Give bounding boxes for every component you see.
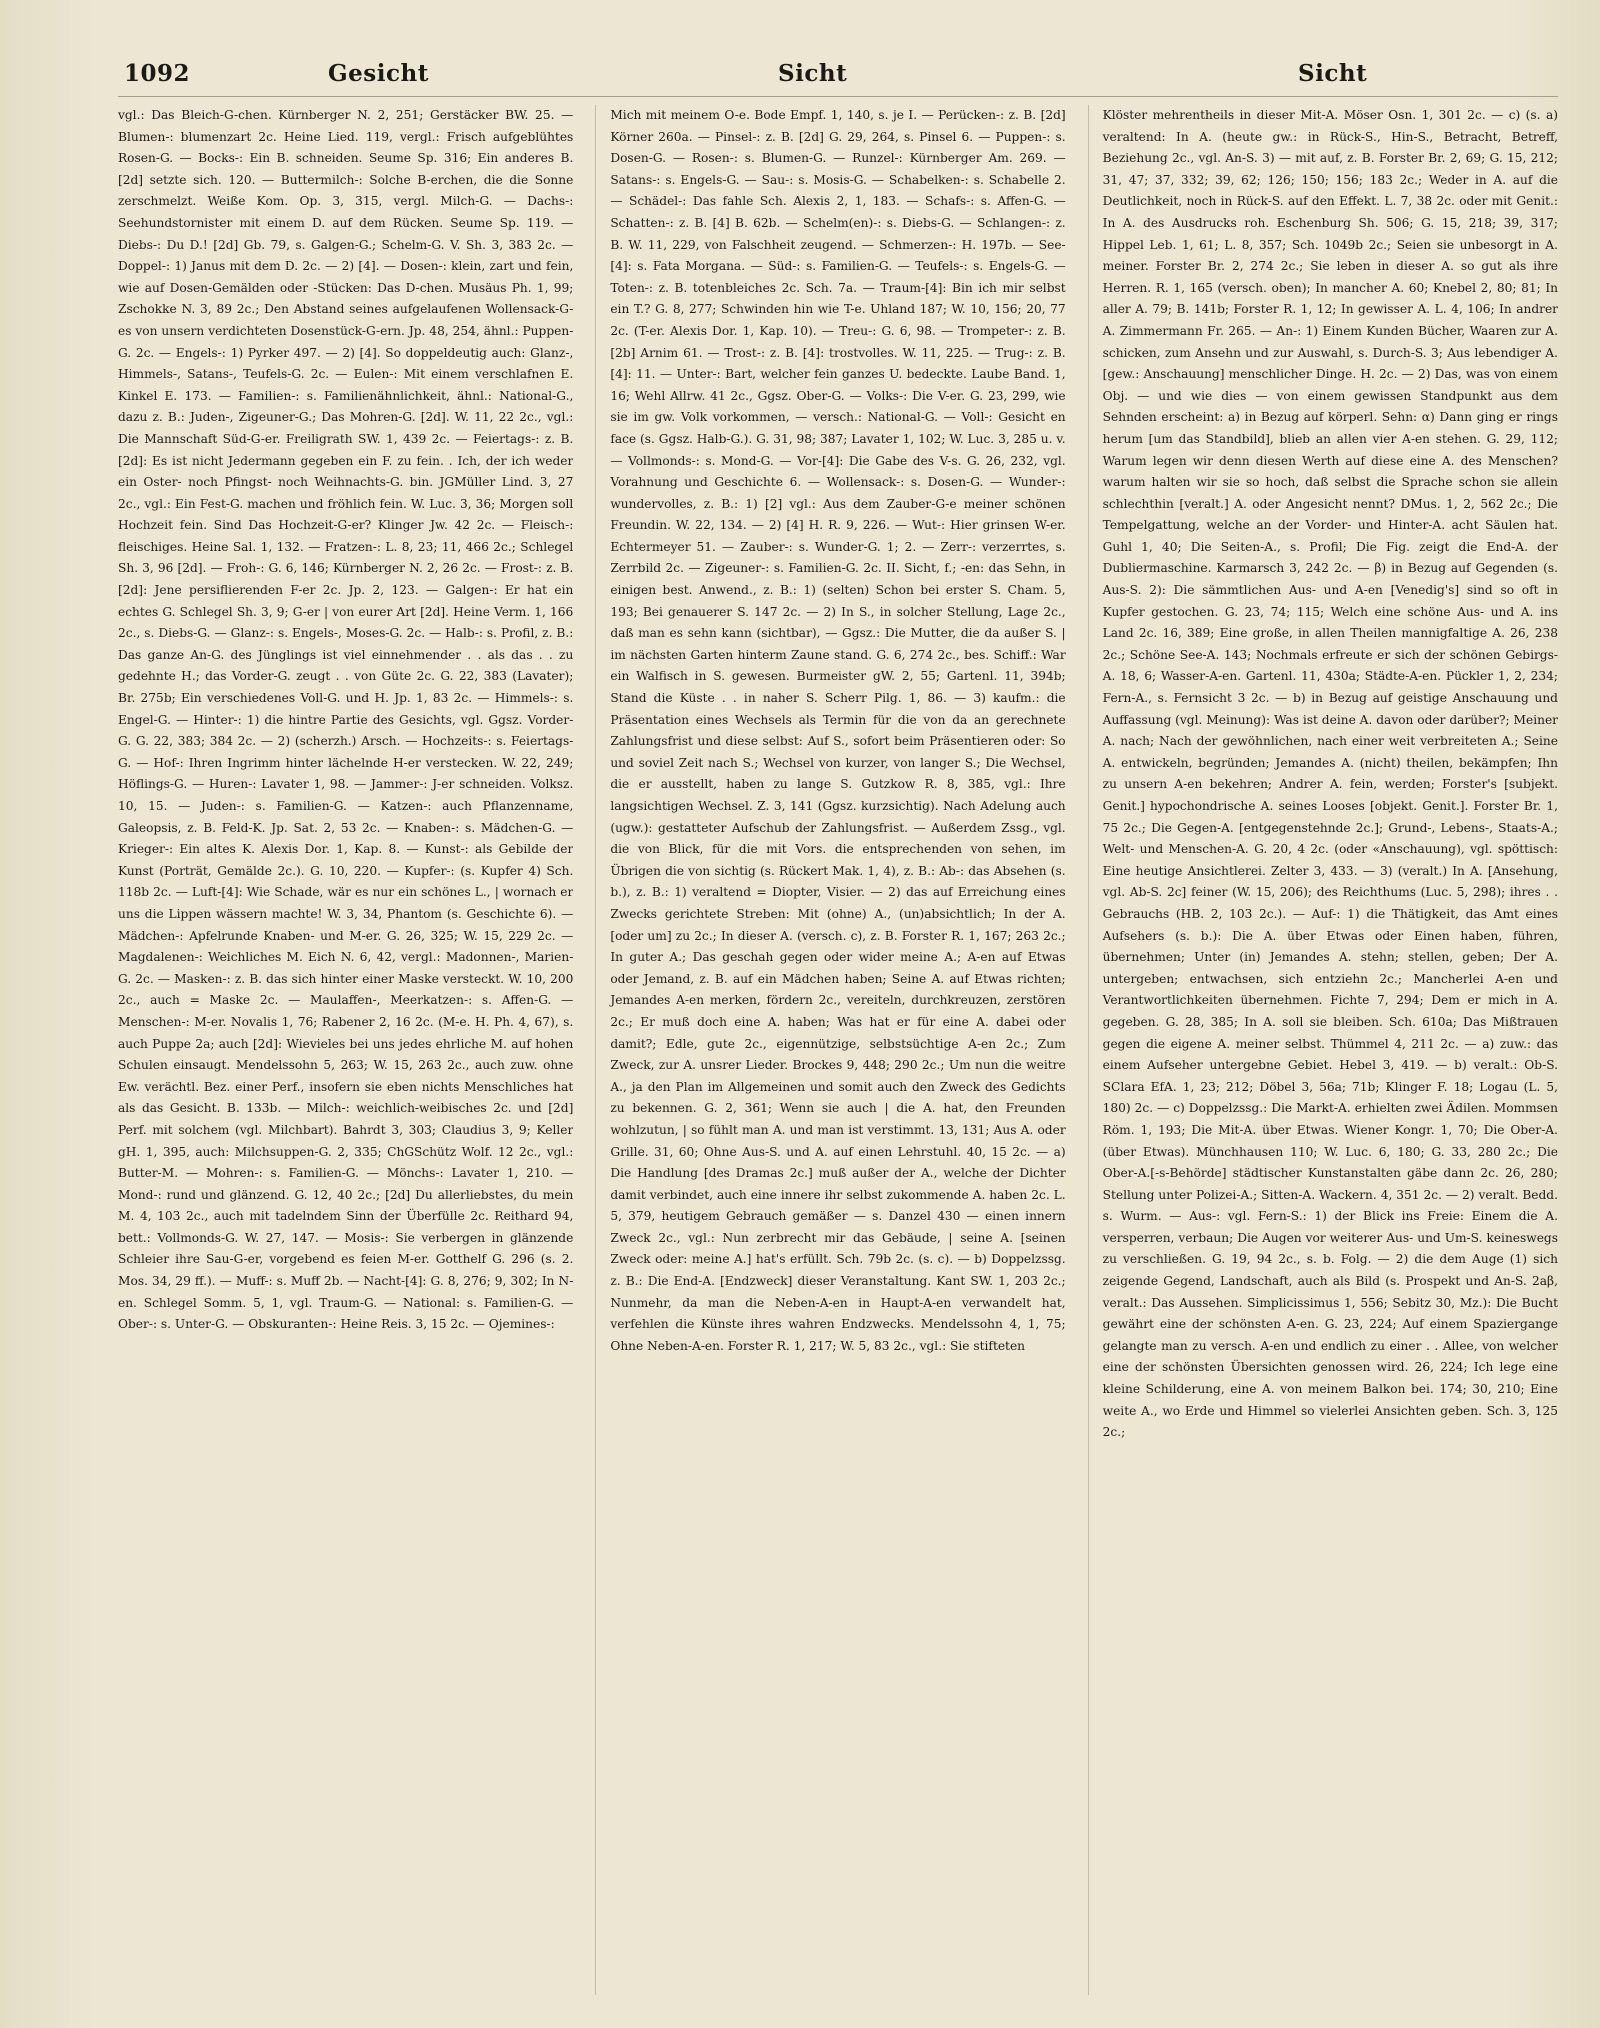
column-middle-text: Mich mit meinem O-e. Bode Empf. 1, 140, s. je I. — Perücken-: z. B. [2d] Körner 260a. — Pinsel-: z. B. [2d] G. 29, 264, s. Pinsel 6. — Puppen-: s. Dosen-G. — Rosen-: s. Blumen-G. — Runzel-: Kürnberger Am. 269. — Satans-: s. Engels-G. — Sau-: s. Mosis-G. — Schabelken-: s. Schabelle 2. — Schädel-: Das fahle Sch. Alexis 2, 1, 183. — Schafs-: s. Affen-G. — Schatten-: z. B. [4] B. 62b. — Schelm(en)-: s. Diebs-G. — Schlangen-: z. B. W. 11, 229, von Falschheit zeugend. — Schmerzen-: H. 197b. — See-[4]: s. Fata Morgana. — Süd-: s. Familien-G. — Teufels-: s. Engels-G. — Toten-: z. B. totenbleiches 2c. Sch. 7a. — Traum-[4]: Bin ich mir selbst ein T.? G. 8, 277; Schwinden hin wie T-e. Uhland 187; W. 10, 156; 20, 77 2c. (T-er. Alexis Dor. 1, Kap. 10). — Treu-: G. 6, 98. — Trompeter-: z. B. [2b] Arnim 61. — Trost-: z. B. [4]: trostvolles. W. 11, 225. — Trug-: z. B. [4]: 11. — Unter-: Bart, welcher fein ganzes U. bedeckte. Laube Band. 1, 16; Wehl Allrw. 41 2c., Ggsz. Ober-G. — Volks-: Die V-er. G. 23, 299, wie sie im gw. Volk vorkommen, — versch.: National-G. — Voll-: Gesicht en face (s. Ggsz. Halb-G.). G. 31, 98; 387; Lavater 1, 102; W. Luc. 3, 285 u. v. — Vollmonds-: s. Mond-G. — Vor-[4]: Die Gabe des V-s. G. 26, 232, vgl. Vorahnung und Geschichte 6. — Wollensack-: s. Dosen-G. — Wunder-: wundervolles, z. B.: 1) [2] vgl.: Aus dem Zauber-G-e meiner schönen Freundin. W. 22, 134. — 2) [4] H. R. 9, 226. — Wut-: Hier grinsen W-er. Echtermeyer 51. — Zauber-: s. Wunder-G. 1; 2. — Zerr-: verzerrtes, s. Zerrbild 2c. — Zigeuner-: s. Familien-G. 2c. II. Sicht, f.; -en: das Sehn, in einigen best. Anwend., z. B.: 1) (selten) Schon bei erster S. Cham. 5, 193; Bei genauerer S. 147 2c. — 2) In S., in solcher Stellung, Lage 2c., daß man es sehn kann (sichtbar), — Ggsz.: Die Mutter, die da außer S. | im nächsten Garten hinterm Zaune stand. G. 6, 274 2c., bes. Schiff.: War ein Walfisch in S. gewesen. Burmeister gW. 2, 55; Gartenl. 11, 394b; Stand die Küste . . in naher S. Scherr Pilg. 1, 86. — 3) kaufm.: die Präsentation eines Wechsels als Termin für die von da an gerechnete Zahlungsfrist und diese selbst: Auf S., sofort beim Präsentieren oder: So und soviel Zeit nach S.; Wechsel von kurzer, von langer S.; Die Wechsel, die er ausstellt, haben zu lange S. Gutzkow R. 8, 385, vgl.: Ihre langsichtigen Wechsel. Z. 3, 141 (Ggsz. kurzsichtig). Nach Adelung auch (ugw.): gestatteter Aufschub der Zahlungsfrist. — Außerdem Zssg., vgl. die von Blick, für die mit Vors. die entsprechenden von sehen, im Übrigen die von sichtig (s. Rückert Mak. 1, 4), z. B.: Ab-: das Absehen (s. b.), z. B.: 1) veraltend = Diopter, Visier. — 2) das auf Erreichung eines Zwecks gerichtete Streben: Mit (ohne) A., (un)absichtlich; In der A. [oder um] zu 2c.; In dieser A. (versch. c), z. B. Forster R. 1, 167; 263 2c.; In guter A.; Das geschah gegen oder wider meine A.; A-en auf Etwas oder Jemand, z. B. auf ein Mädchen haben; Seine A. auf Etwas richten; Jemandes A-en merken, fördern 2c., vereiteln, durchkreuzen, zerstören 2c.; Er muß doch eine A. haben; Was hat er für eine A. dabei oder damit?; Edle, gute 2c., eigennützige, selbstsüchtige A-en 2c.; Zum Zweck, zur A. unsrer Lieder. Brockes 9, 448; 290 2c.; Um nun die weitre A., ja den Plan im Allgemeinen und somit auch den Zweck des Gedichts zu bekennen. G. 2, 361; Wenn sie auch | die A. hat, den Freunden wohlzutun, | so fühlt man A. und man ist verstimmt. 13, 131; Aus A. oder Grille. 31, 60; Ohne Aus-S. und A. auf einen Lehrstuhl. 40, 15 2c. — a) Die Handlung [des Dramas 2c.] muß außer der A., welche der Dichter damit verbindet, auch eine innere ihr selbst zukommende A. haben 2c. L. 5, 379, heutigem Gebrauch gemäßer — s. Danzel 430 — einen innern Zweck 2c., vgl.: Nun zerbrecht mir das Gebäude, | seine A. [seinen Zweck oder: meine A.] hat's erfüllt. Sch. 79b 2c. (s. c). — b) Doppelzssg. z. B.: Die End-A. [Endzweck] dieser Veranstaltung. Kant SW. 1, 203 2c.; Nunmehr, da man die Neben-A-en in Haupt-A-en verwandelt hat, verfehlen die Künste ihres wahren Endzwecks. Mendelssohn 4, 1, 75; Ohne Neben-A-en. Forster R. 1, 217; W. 5, 83 2c., vgl.: Sie stifteten (610, 108, 1066, 1353)
running-head-right: Sicht (1298, 60, 1368, 87)
page-number: 1092 (124, 60, 191, 87)
running-head-center: Sicht (778, 60, 848, 87)
column-right (1088, 105, 1558, 1995)
column-left-text: vgl.: Das Bleich-G-chen. Kürnberger N. 2, 251; Gerstäcker BW. 25. — Blumen-: blumenzart 2c. Heine Lied. 119, vergl.: Frisch aufgeblühtes Rosen-G. — Bocks-: Ein B. schneiden. Seume Sp. 316; Ein anderes B. [2d] setzte sich. 120. — Buttermilch-: Solche B-erchen, die die Sonne zerschmelzt. Weiße Kom. Op. 3, 315, vergl. Milch-G. — Dachs-: Seehundstornister mit einem D. auf dem Rücken. Seume Sp. 119. — Diebs-: Du D.! [2d] Gb. 79, s. Galgen-G.; Schelm-G. V. Sh. 3, 383 2c. — Doppel-: 1) Janus mit dem D. 2c. — 2) [4]. — Dosen-: klein, zart und fein, wie auf Dosen-Gemälden oder -Stücken: Das D-chen. Musäus Ph. 1, 99; Zschokke N. 3, 89 2c.; Den Abstand seines aufgelaufenen Wollensack-G-es von unsern verdichteten Dosenstück-G-ern. Jp. 48, 254, ähnl.: Puppen-G. 2c. — Engels-: 1) Pyrker 497. — 2) [4]. So doppeldeutig auch: Glanz-, Himmels-, Satans-, Teufels-G. 2c. — Eulen-: Mit einem verschlafnen E. Kinkel E. 173. — Familien-: s. Familienähnlichkeit, ähnl.: National-G., dazu z. B.: Juden-, Zigeuner-G.; Das Mohren-G. [2d]. W. 11, 22 2c., vgl.: Die Mannschaft Süd-G-er. Freiligrath SW. 1, 439 2c. — Feiertags-: z. B. [2d]: Es ist nicht Jedermann gegeben ein F. zu fein. . Ich, der ich weder ein Oster- noch Pfingst- noch Weihnachts-G. bin. JGMüller Lind. 3, 27 2c., vgl.: Ein Fest-G. machen und fröhlich fein. W. Luc. 3, 36; Morgen soll Hochzeit fein. Sind Das Hochzeit-G-er? Klinger Jw. 42 2c. — Fleisch-: fleischiges. Heine Sal. 1, 132. — Fratzen-: L. 8, 23; 11, 466 2c.; Schlegel Sh. 3, 96 [2d]. — Froh-: G. 6, 146; Kürnberger N. 2, 26 2c. — Frost-: z. B. [2d]: Jene persiflierenden F-er 2c. Jp. 2, 123. — Galgen-: Er hat ein echtes G. Schlegel Sh. 3, 9; G-er | von eurer Art [2d]. Heine Verm. 1, 166 2c., s. Diebs-G. — Glanz-: s. Engels-, Moses-G. 2c. — Halb-: s. Profil, z. B.: Das ganze An-G. des Jünglings ist viel einnehmender . . als das . . zu gedehnte H.; das Vorder-G. zeugt . . von Güte 2c. G. 22, 383 (Lavater); Br. 275b; Ein verschiedenes Voll-G. und H. Jp. 1, 83 2c. — Himmels-: s. Engel-G. — Hinter-: 1) die hintre Partie des Gesichts, vgl. Ggsz. Vorder-G. G. 22, 383; 384 2c. — 2) (scherzh.) Arsch. — Hochzeits-: s. Feiertags-G. — Hof-: Ihren Ingrimm hinter lächelnde H-er verstecken. W. 22, 249; Höflings-G. — Huren-: Lavater 1, 98. — Jammer-: J-er schneiden. Volksz. 10, 15. — Juden-: s. Familien-G. — Katzen-: auch Pflanzenname, Galeopsis, z. B. Feld-K. Jp. Sat. 2, 53 2c. — Knaben-: s. Mädchen-G. — Krieger-: Ein altes K. Alexis Dor. 1, Kap. 8. — Kunst-: als Gebilde der Kunst (Porträt, Gemälde 2c.). G. 10, 220. — Kupfer-: (s. Kupfer 4) Sch. 118b 2c. — Luft-[4]: Wie Schade, wär es nur ein schönes L., | wornach er uns die Lippen wässern machte! W. 3, 34, Phantom (s. Geschichte 6). — Mädchen-: Apfelrunde Knaben- und M-er. G. 26, 325; W. 15, 229 2c. — Magdalenen-: Weichliches M. Eich N. 6, 42, vergl.: Madonnen-, Marien-G. 2c. — Masken-: z. B. das sich hinter einer Maske versteckt. W. 10, 200 2c., auch = Maske 2c. — Maulaffen-, Meerkatzen-: s. Affen-G. — Menschen-: M-er. Novalis 1, 76; Rabener 2, 16 2c. (M-e. H. Ph. 4, 67), s. auch Puppe 2a; auch [2d]: Wievieles bei uns jedes ehrliche M. auf hohen Schulen einsaugt. Mendelssohn 5, 263; W. 15, 263 2c., auch zuw. ohne Ew. verächtl. Bez. einer Perf., insofern sie eben nichts Menschliches hat als das Gesicht. B. 133b. — Milch-: weichlich-weibisches 2c. und [2d] Perf. mit solchem (vgl. Milchbart). Bahrdt 3, 303; Claudius 3, 9; Keller gH. 1, 395, auch: Milchsuppen-G. 2, 335; ChGSchütz Wolf. 12 2c., vgl.: Butter-M. — Mohren-: s. Familien-G. — Mönchs-: Lavater 1, 210. — Mond-: rund und glänzend. G. 12, 40 2c.; [2d] Du allerliebstes, du mein M. 4, 103 2c., auch mit tadelndem Sinn der Überfülle 2c. Reithard 94, bett.: Vollmonds-G. W. 27, 147. — Mosis-: Sie verbergen in glänzende Schleier ihre Sau-G-er, vorgebend es feien M-er. Gotthelf G. 296 (s. 2. Mos. 34, 29 ff.). — Muff-: s. Muff 2b. — Nacht-[4]: G. 8, 276; 9, 302; In N-en. Schlegel Somm. 5, 1, vgl. Traum-G. — National: s. Familien-G. — Ober-: s. Unter-G. — Obskuranten-: Heine Reis. 3, 15 2c. — Ojemines-: (118, 108, 574, 1332)
text-columns (118, 105, 1558, 1995)
running-head-left: Gesicht (328, 60, 429, 87)
column-left (118, 105, 573, 1995)
column-right-text: Klöster mehrentheils in dieser Mit-A. Möser Osn. 1, 301 2c. — c) (s. a) veraltend: In A. (heute gw.: in Rück-S., Hin-S., Betracht, Betreff, Beziehung 2c., vgl. An-S. 3) — mit auf, z. B. Forster Br. 2, 69; G. 15, 212; 31, 47; 37, 332; 39, 62; 126; 150; 156; 183 2c.; Weder in A. auf die Deutlichkeit, noch in Rück-S. auf den Effekt. L. 7, 38 2c. oder mit Genit.: In A. des Ausdrucks roh. Eschenburg Sh. 506; G. 15, 218; 39, 317; Hippel Leb. 1, 61; L. 8, 357; Sch. 1049b 2c.; Seien sie unbesorgt in A. meiner. Forster Br. 2, 274 2c.; Sie leben in dieser A. so gut als ihre Herren. R. 1, 165 (versch. oben); In mancher A. 60; Knebel 2, 80; 81; In aller A. 79; B. 141b; Forster R. 1, 12; In gewisser A. L. 4, 106; In andrer A. Zimmermann Fr. 265. — An-: 1) Einem Kunden Bücher, Waaren zur A. schicken, zum Ansehn und zur Auswahl, s. Durch-S. 3; Aus lebendiger A. [gew.: Anschauung] menschlicher Dinge. H. 2c. — 2) Das, was von einem Obj. — und wie dies — von einem gewissen Standpunkt aus dem Sehnden erscheint: a) in Bezug auf körperl. Sehn: α) Dann ging er rings herum [um das Standbild], blieb an allen vier A-en stehen. G. 29, 112; Warum legen wir denn diesen Werth auf diese eine A. des Menschen? warum halten wir sie so hoch, daß selbst die Sprache schon sie allein schlechthin [veralt.] A. oder Angesicht nennt? DMus. 1, 2, 562 2c.; Die Tempelgattung, welche an der Vorder- und Hinter-A. acht Säulen hat. Guhl 1, 40; Die Seiten-A., s. Profil; Die Fig. zeigt die End-A. der Dubliermaschine. Karmarsch 3, 242 2c. — β) in Bezug auf Gegenden (s. Aus-S. 2): Die sämmtlichen Aus- und A-en [Venedig's] sind so oft in Kupfer gestochen. G. 23, 74; 115; Welch eine schöne Aus- und A. ins Land 2c. 16, 389; Eine große, in allen Theilen mannigfaltige A. 26, 238 2c.; Schöne See-A. 143; Nochmals erfreute er sich der schönen Gebirgs-A. 18, 6; Wasser-A-en. Gartenl. 11, 430a; Städte-A-en. Pückler 1, 2, 234; Fern-A., s. Fernsicht 3 2c. — b) in Bezug auf geistige Anschauung und Auffassung (vgl. Meinung): Was ist deine A. davon oder darüber?; Meiner A. nach; Nach der gewöhnlichen, nach einer weit verbreiteten A.; Seine A. entwickeln, begründen; Jemandes A. (nicht) theilen, bekämpfen; Ihn zu unsern A-en bekehren; Andrer A. fein, werden; Forster's [subjekt. Genit.] hypochondrische A. seines Looses [objekt. Genit.]. Forster Br. 1, 75 2c.; Die Gegen-A. [entgegenstehnde 2c.]; Grund-, Lebens-, Staats-A.; Welt- und Menschen-A. G. 20, 4 2c. (oder «Anschauung), vgl. spöttisch: Eine heutige Ansichtlerei. Zelter 3, 433. — 3) (veralt.) In A. [Ansehung, vgl. Ab-S. 2c] feiner (W. 15, 206); des Reichthums (Luc. 5, 298); ihres . . Gebrauchs (HB. 2, 103 2c.). — Auf-: 1) die Thätigkeit, das Amt eines Aufsehers (s. b.): Die A. über Etwas oder Einen haben, führen, übernehmen; Unter (in) Jemandes A. stehn; stellen, geben; Der A. untergeben; entwachsen, sich entziehn 2c.; Mancherlei A-en und Verantwortlichkeiten übernehmen. Fichte 7, 294; Dem er mich in A. gegeben. G. 28, 385; In A. soll sie bleiben. Sch. 610a; Das Mißtrauen gegen die eigene A. meiner selbst. Thümmel 4, 211 2c. — a) zuw.: das einem Aufseher untergebne Gebiet. Hebel 3, 419. — b) veralt.: Ob-S. SClara EfA. 1, 23; 212; Döbel 3, 56a; 71b; Klinger F. 18; Logau (L. 5, 180) 2c. — c) Doppelzssg.: Die Markt-A. erhielten zwei Ädilen. Mommsen Röm. 1, 193; Die Mit-A. über Etwas. Wiener Kongr. 1, 70; Die Ober-A. (über Etwas). Münchhausen 110; W. Luc. 6, 180; G. 33, 280 2c.; Die Ober-A.[-s-Behörde] städtischer Kunstanstalten gäbe dann 2c. 26, 280; Stellung unter Polizei-A.; Sitten-A. Wackern. 4, 351 2c. — 2) veralt. Bedd. s. Wurm. — Aus-: vgl. Fern-S.: 1) der Blick ins Freie: Einem die A. versperren, verbaun; Die Augen vor weiterer Aus- und Um-S. keineswegs zu verschließen. G. 19, 94 2c., s. b. Folg. — 2) die dem Auge (1) sich zeigende Gegend, Landschaft, auch als Bild (s. Prospekt und An-S. 2aβ, veralt.: Das Aussehen. Simplicissimus 1, 556; Sebitz 30, Mz.): Die Bucht gewährt eine der schönsten A-en. G. 23, 224; Auf einem Spaziergange gelangte man zu versch. A-en und endlich zu einer . . Allee, von welcher eine der schönsten Übersichten genossen wird. 26, 224; Ich lege eine kleine Schilderung, eine A. von meinem Balkon bei. 174; 30, 210; Eine weite A., wo Erde und Himmel so vielerlei Ansichten geben. Sch. 3, 125 2c.; (1102, 108, 1558, 1440)
page-header (118, 56, 1558, 97)
column-middle (595, 105, 1065, 1995)
